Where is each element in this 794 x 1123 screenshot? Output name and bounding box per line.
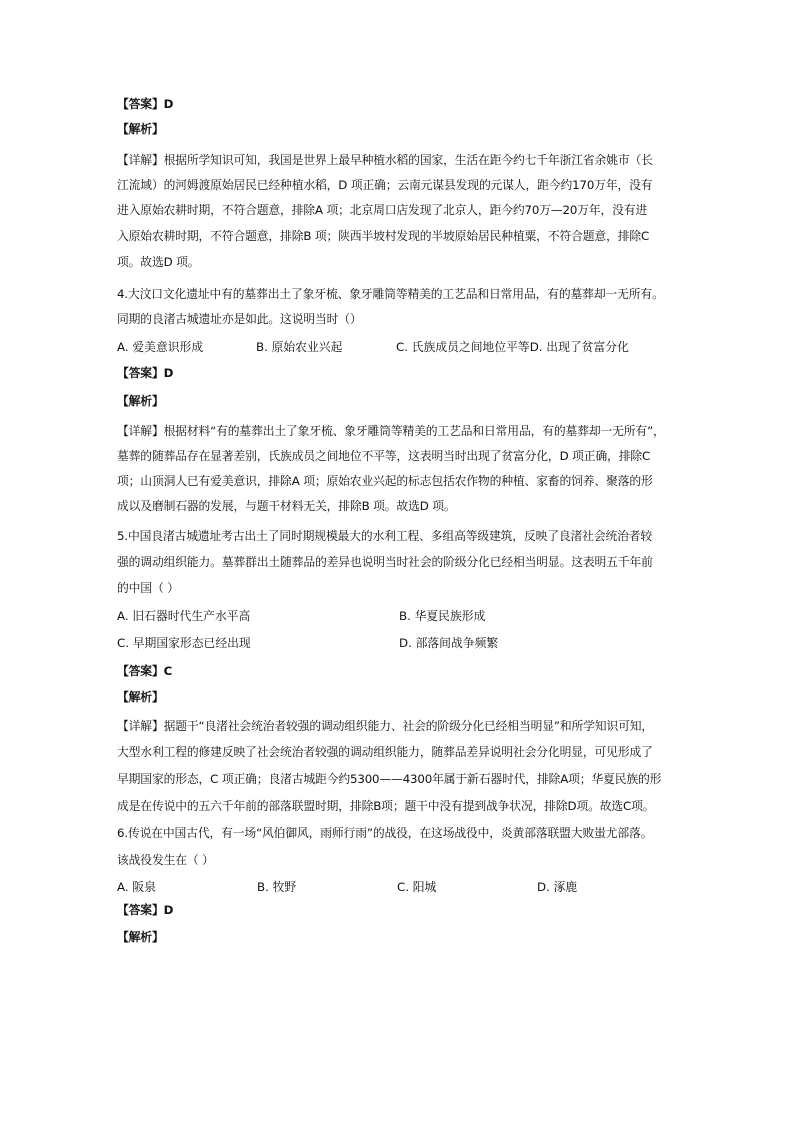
analysis-label: 【解析】: [117, 930, 164, 944]
analysis-label: 【解析】: [117, 690, 164, 704]
detail-line: 墓葬的随葬品存在显著差别，氏族成员之间地位不平等，这表明当时出现了贫富分化，D 项正确，排除C: [117, 449, 651, 463]
question-6-option-b: B. 牧野: [257, 880, 297, 894]
detail-line: 进入原始农耕时期，不符合题意，排除A 项；北京周口店发现了北京人，距今约70万—20万年，没有进: [117, 203, 648, 217]
answer-label: 【答案】D: [117, 903, 174, 917]
answer-label: 【答案】C: [117, 664, 173, 678]
detail-line: 【详解】根据材料“有的墓葬出土了象牙梳、象牙雕筒等精美的工艺品和日常用品，有的墓葬却一无所有”，: [117, 424, 665, 438]
question-6-option-c: C. 阳城: [397, 880, 437, 894]
question-5-stem: 的中国（ ）: [117, 581, 179, 595]
question-4-option-cd: C. 氏族成员之间地位平等D. 出现了贫富分化: [396, 340, 629, 354]
question-5-stem: 5.中国良渚古城遗址考古出土了同时期规模最大的水利工程、多组高等级建筑，反映了良渚社会统治者较: [117, 529, 653, 543]
detail-line: 江流域）的河姆渡原始居民已经种植水稻，D 项正确；云南元谋县发现的元谋人，距今约170万年，没有: [117, 178, 653, 192]
question-6-stem: 该战役发生在（ ）: [117, 853, 214, 867]
question-4-stem: 4.大汶口文化遗址中有的墓葬出土了象牙梳、象牙雕筒等精美的工艺品和日常用品，有的墓葬却一无所有。: [117, 287, 664, 301]
analysis-label: 【解析】: [117, 122, 164, 136]
detail-line: 项；山顶洞人已有爱美意识，排除A 项；原始农业兴起的标志包括农作物的种植、家畜的饲养、聚落的形: [117, 474, 653, 488]
detail-line: 【详解】根据所学知识可知，我国是世界上最早种植水稻的国家，生活在距今约七千年浙江省余姚市（长: [117, 153, 653, 167]
question-5-option-b: B. 华夏民族形成: [399, 609, 486, 623]
detail-line: 成是在传说中的五六千年前的部落联盟时期，排除B项；题干中没有提到战争状况，排除D项。故选C项。: [117, 799, 655, 813]
question-5-stem: 强的调动组织能力。墓葬群出土随葬品的差异也说明当时社会的阶级分化已经相当明显。这表明五千年前: [117, 555, 653, 569]
question-4-option-a: A. 爱美意识形成: [117, 340, 204, 354]
question-6-option-a: A. 阪泉: [117, 880, 156, 894]
detail-line: 入原始农耕时期，不符合题意，排除B 项；陕西半坡村发现的半坡原始居民种植粟，不符合题意，排除C: [117, 229, 650, 243]
question-5-option-d: D. 部落间战争频繁: [399, 636, 499, 650]
question-4-option-b: B. 原始农业兴起: [256, 340, 343, 354]
question-4-stem: 同期的良渚古城遗址亦是如此。这说明当时（）: [117, 312, 362, 326]
detail-line: 成以及磨制石器的发展，与题干材料无关，排除B 项。故选D 项。: [117, 499, 456, 513]
detail-line: 项。故选D 项。: [117, 255, 200, 269]
question-5-option-c: C. 早期国家形态已经出现: [117, 636, 251, 650]
question-5-option-a: A. 旧石器时代生产水平高: [117, 609, 251, 623]
answer-label: 【答案】D: [117, 366, 174, 380]
question-6-option-d: D. 涿鹿: [537, 880, 578, 894]
answer-label: 【答案】D: [117, 97, 174, 111]
analysis-label: 【解析】: [117, 394, 164, 408]
detail-line: 大型水利工程的修建反映了社会统治者较强的调动组织能力，随葬品差异说明社会分化明显，可见形成了: [117, 745, 653, 759]
detail-line: 【详解】据题干“良渚社会统治者较强的调动组织能力、社会的阶级分化已经相当明显”和所学知识可知，: [117, 719, 654, 733]
question-6-stem: 6.传说在中国古代，有一场“风伯御风，雨师行雨”的战役，在这场战役中，炎黄部落联盟大败蚩尤部落。: [117, 826, 653, 840]
detail-line: 早期国家的形态，C 项正确；良渚古城距今约5300——4300年属于新石器时代，排除A项；华夏民族的形: [117, 772, 662, 786]
